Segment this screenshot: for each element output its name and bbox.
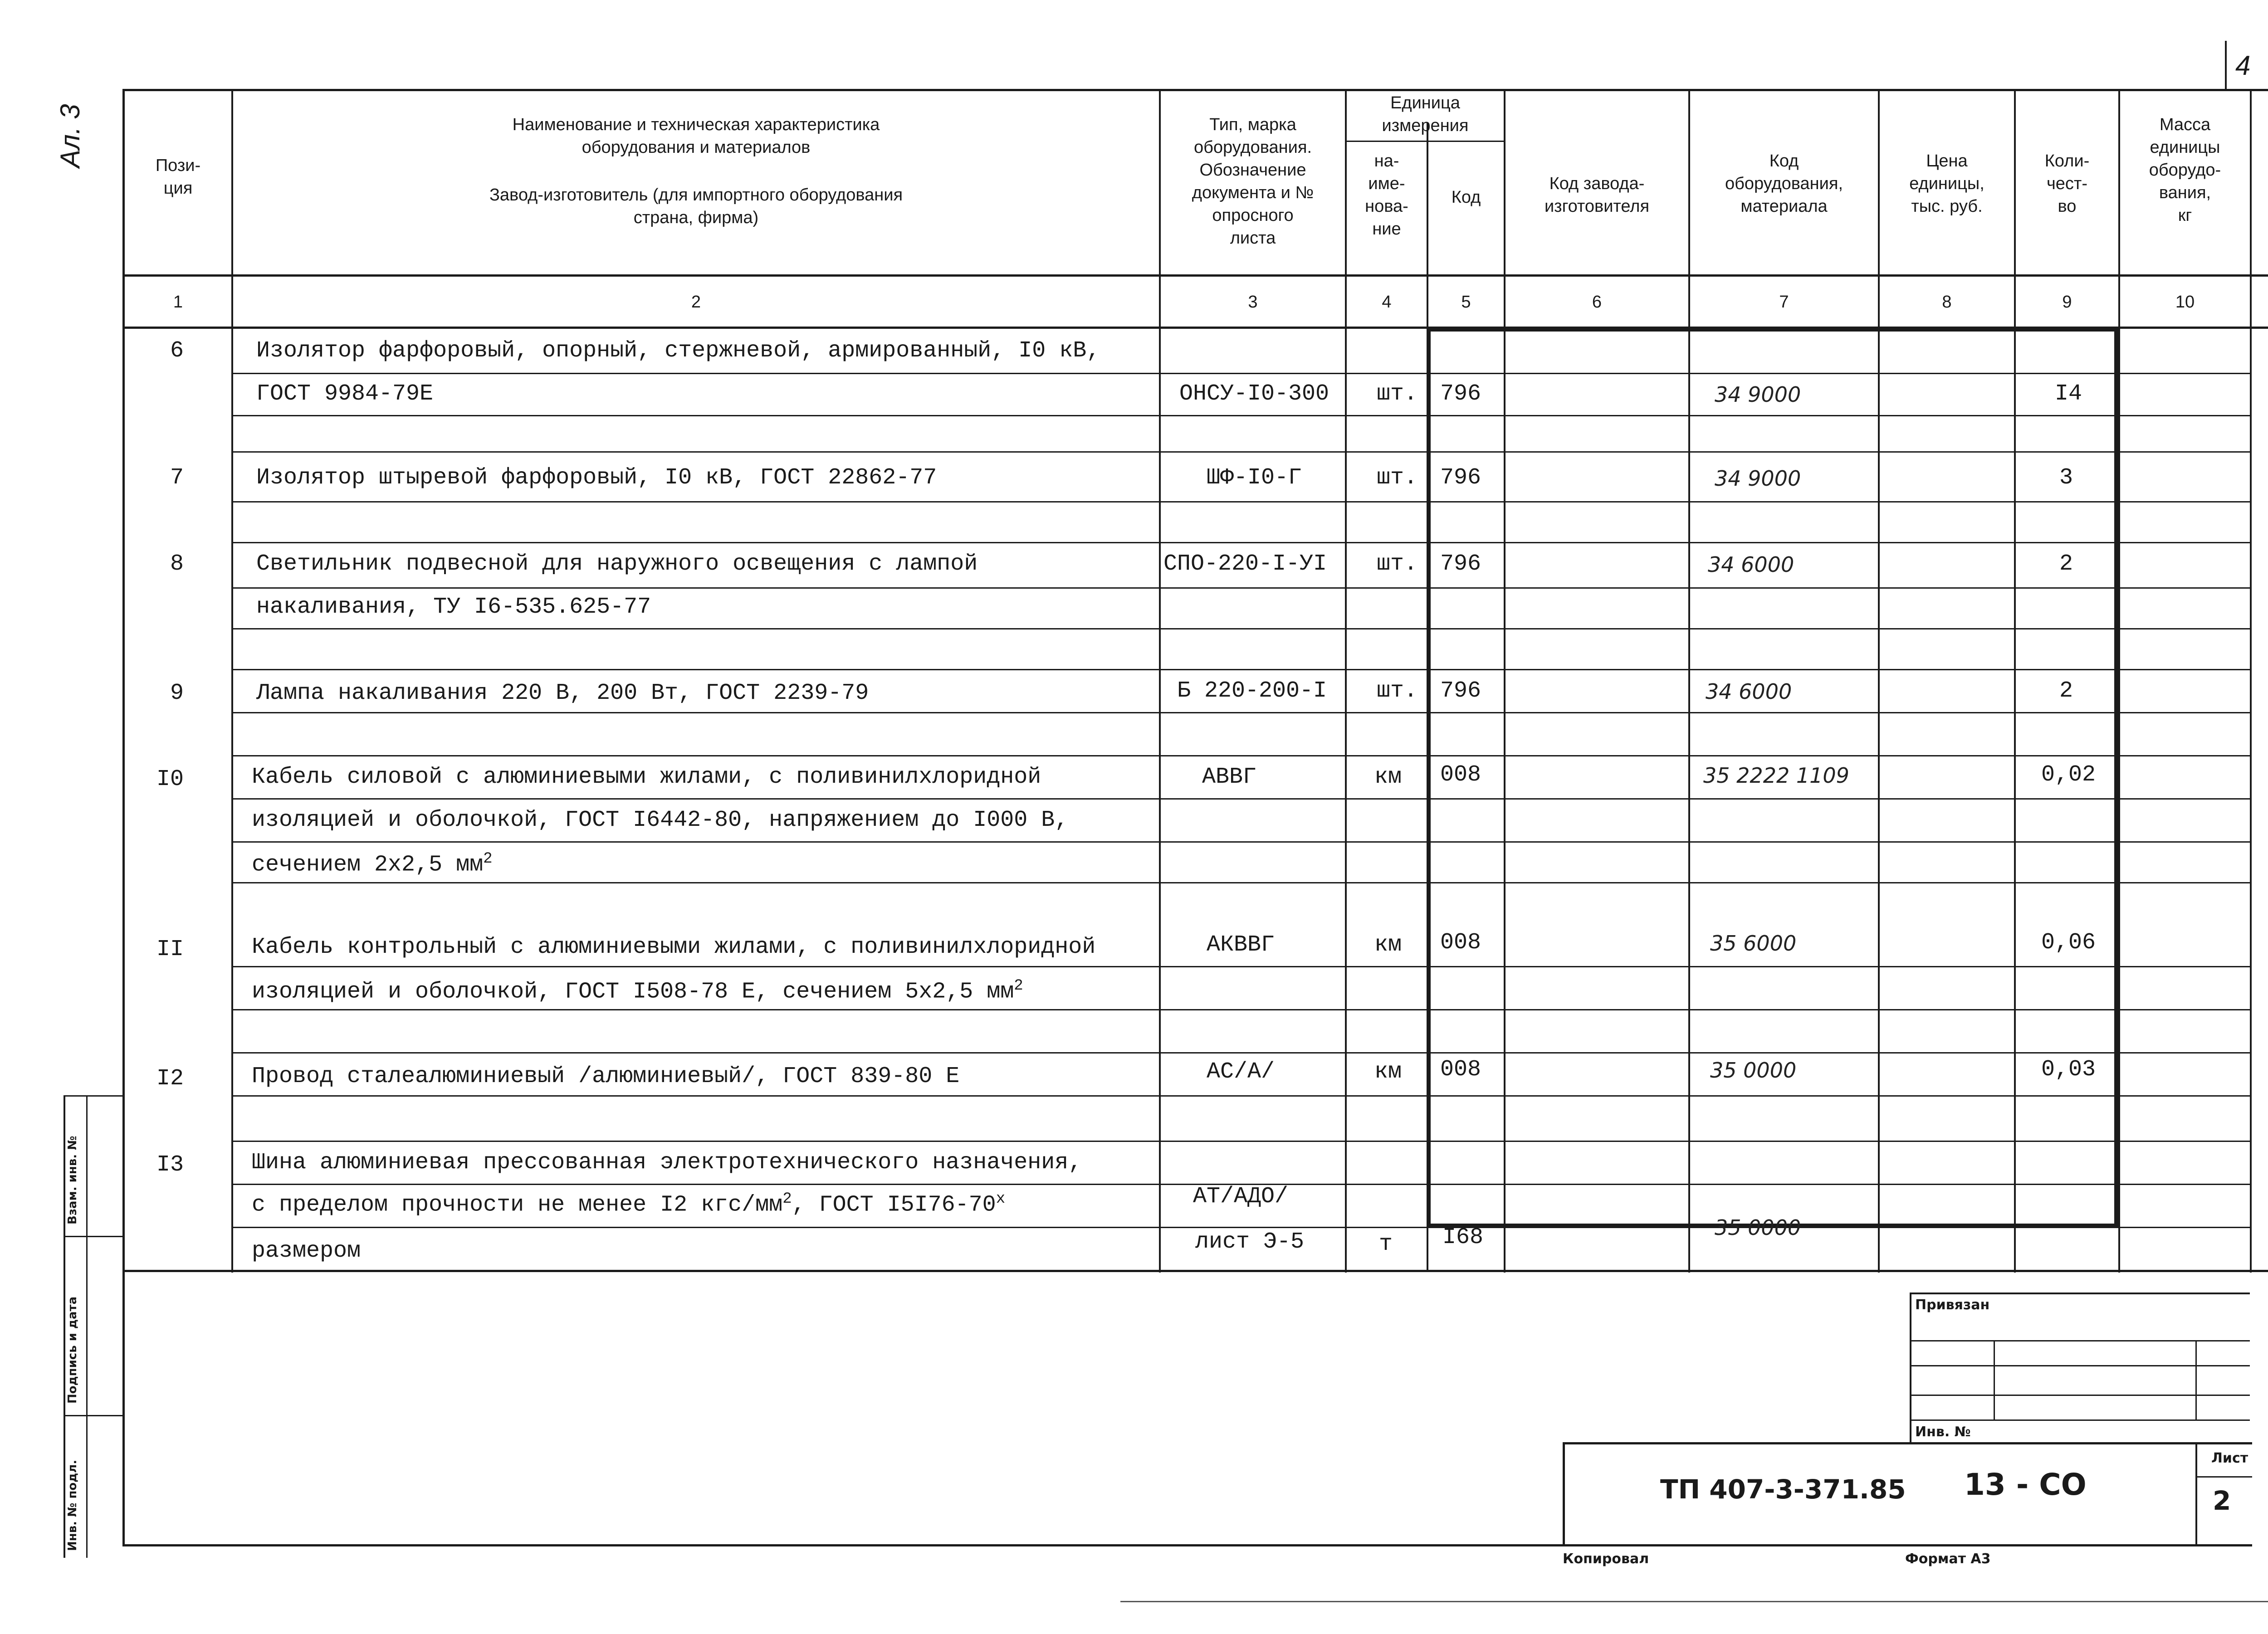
row-quantity: 0,02 (2041, 762, 2096, 788)
row-quantity: 2 (2059, 551, 2073, 577)
page-number: 4 (2235, 50, 2251, 81)
row-name: ГОСТ 9984-79Е (256, 381, 434, 407)
row-position: 7 (170, 465, 184, 491)
header-material-code: Код оборудования, материала (1725, 151, 1843, 216)
row-type: АС/А/ (1207, 1059, 1275, 1085)
row-code: 008 (1440, 762, 1481, 788)
row-name-tail: , ГОСТ I5I76-70 (792, 1192, 996, 1218)
col-number: 5 (1461, 293, 1471, 312)
header-unit-name: на- име- нова- ние (1365, 151, 1408, 239)
row-name-sup: 2 (782, 1190, 792, 1208)
row-unit: шт. (1377, 551, 1418, 577)
row-unit: км (1374, 932, 1402, 958)
header-unit-code: Код (1451, 188, 1481, 207)
row-material-code: 35 0000 (1710, 1058, 1797, 1083)
row-name: Лампа накаливания 220 В, 200 Вт, ГОСТ 2239-79 (256, 680, 869, 706)
row-quantity: 2 (2059, 678, 2073, 704)
row-unit: шт. (1377, 678, 1418, 704)
row-quantity: 0,03 (2041, 1057, 2096, 1083)
header-price: Цена единицы, тыс. руб. (1909, 151, 1984, 216)
row-name: изоляцией и оболочкой, ГОСТ I6442-80, напряжением до I000 В, (252, 807, 1069, 833)
header-plant-code: Код завода- изготовителя (1544, 174, 1650, 216)
row-type: АВВГ (1202, 764, 1257, 790)
margin-vzam: Взам. инв. № (66, 1136, 79, 1224)
col-number: 2 (691, 293, 701, 312)
row-material-code: 34 6000 (1708, 552, 1794, 577)
col-number: 9 (2062, 293, 2072, 312)
header-unit-title: Единица измерения (1382, 93, 1469, 135)
row-type: АКВВГ (1207, 932, 1275, 958)
stamp-sheet-number: 2 (2213, 1485, 2231, 1516)
stamp-copied: Копировал (1563, 1551, 1649, 1567)
header-mass: Масса единицы оборудо- вания, кг (2149, 115, 2221, 225)
row-name: накаливания, ТУ I6-535.625-77 (256, 594, 651, 620)
row-name-sup-x: х (996, 1190, 1006, 1208)
row-type: лист Э-5 (1195, 1229, 1305, 1255)
row-code: 796 (1440, 678, 1481, 704)
stamp-suffix: 13 - СО (1964, 1467, 2087, 1502)
header-quantity: Коли- чест- во (2044, 151, 2090, 216)
row-name-text: сечением 2х2,5 мм (252, 852, 484, 878)
row-quantity: 3 (2059, 465, 2073, 491)
header-name-line1: Наименование и техническая характеристика (512, 115, 880, 134)
row-material-code: 34 9000 (1715, 466, 1801, 491)
row-name: Изолятор фарфоровый, опорный, стержневой, армированный, I0 кВ, (256, 338, 1100, 364)
row-name (252, 977, 1023, 1005)
row-code: 796 (1440, 465, 1481, 491)
row-material-code: 34 6000 (1706, 679, 1792, 704)
row-position: II (156, 937, 184, 962)
col-number: 8 (1942, 293, 1952, 312)
header-position: Пози- ция (155, 156, 201, 198)
row-position: I3 (156, 1152, 184, 1178)
col-number: 6 (1592, 293, 1602, 312)
header-name-line2: оборудования и материалов (582, 138, 811, 157)
row-unit: км (1374, 1059, 1402, 1085)
row-position: I0 (156, 766, 184, 792)
margin-podpis: Подпись и дата (66, 1296, 79, 1404)
row-name-text: изоляцией и оболочкой, ГОСТ I508-78 Е, сечением 5х2,5 мм (252, 979, 1014, 1005)
row-name (252, 850, 493, 878)
row-name: Светильник подвесной для наружного освещения с лампой (256, 551, 978, 577)
row-name: Кабель силовой с алюминиевыми жилами, с поливинилхлоридной (252, 764, 1041, 790)
row-type: Б 220-200-I (1177, 678, 1327, 704)
col-number: 10 (2175, 293, 2195, 312)
row-position: I2 (156, 1066, 184, 1092)
row-type: АТ/АДО/ (1193, 1184, 1289, 1210)
row-unit: шт. (1377, 465, 1418, 491)
row-material-code: 34 9000 (1715, 382, 1801, 407)
row-quantity: I4 (2055, 381, 2082, 407)
col-number: 3 (1248, 293, 1258, 312)
col-number: 1 (173, 293, 183, 312)
col-number: 7 (1779, 293, 1789, 312)
row-name-sup: 2 (483, 850, 493, 868)
row-name-text: с пределом прочности не менее I2 кгс/мм (252, 1192, 783, 1218)
row-name: Кабель контрольный с алюминиевыми жилами, с поливинилхлоридной (252, 934, 1096, 960)
row-type: ШФ-I0-Г (1207, 465, 1302, 491)
stamp-inv-no: Инв. № (1915, 1424, 1971, 1440)
row-material-code: 35 6000 (1710, 931, 1797, 956)
row-code: 008 (1440, 930, 1481, 956)
col-number: 4 (1382, 293, 1392, 312)
stamp-privyazan: Привязан (1915, 1297, 1990, 1313)
row-name: Изолятор штыревой фарфоровый, I0 кВ, ГОСТ 22862-77 (256, 465, 937, 491)
header-name-line4: страна, фирма) (633, 208, 759, 227)
row-unit: т (1379, 1231, 1393, 1257)
row-name: Шина алюминиевая прессованная электротехнического назначения, (252, 1150, 1082, 1176)
row-position: 9 (170, 680, 184, 706)
row-name (252, 1190, 1005, 1218)
row-unit: км (1374, 764, 1402, 790)
row-type: СПО-220-I-УI (1163, 551, 1327, 577)
header-name-line3: Завод-изготовитель (для импортного оборудования (489, 185, 903, 205)
row-name-sup: 2 (1014, 977, 1023, 995)
row-code: 796 (1440, 551, 1481, 577)
row-code: 008 (1440, 1057, 1481, 1083)
row-type: ОНСУ-I0-300 (1179, 381, 1330, 407)
side-label: Ал. 3 (55, 104, 85, 168)
row-material-code: 35 2222 1109 (1703, 763, 1849, 788)
stamp-sheet-label: Лист (2211, 1450, 2248, 1466)
header-type: Тип, марка оборудования. Обозначение документа и № опросного листа (1192, 115, 1314, 248)
margin-inv-podl: Инв. № подл. (66, 1459, 79, 1551)
row-name: Провод сталеалюминиевый /алюминиевый/, ГОСТ 839-80 Е (252, 1063, 960, 1089)
row-code: I68 (1442, 1224, 1484, 1250)
stamp-designation: ТП 407-3-371.85 (1660, 1474, 1906, 1505)
row-name: размером (252, 1238, 361, 1264)
row-position: 8 (170, 551, 184, 577)
row-position: 6 (170, 338, 184, 364)
row-unit: шт. (1377, 381, 1418, 407)
row-quantity: 0,06 (2041, 930, 2096, 956)
row-material-code: 35 0000 (1715, 1215, 1801, 1240)
row-code: 796 (1440, 381, 1481, 407)
stamp-format: Формат А3 (1905, 1551, 1991, 1567)
